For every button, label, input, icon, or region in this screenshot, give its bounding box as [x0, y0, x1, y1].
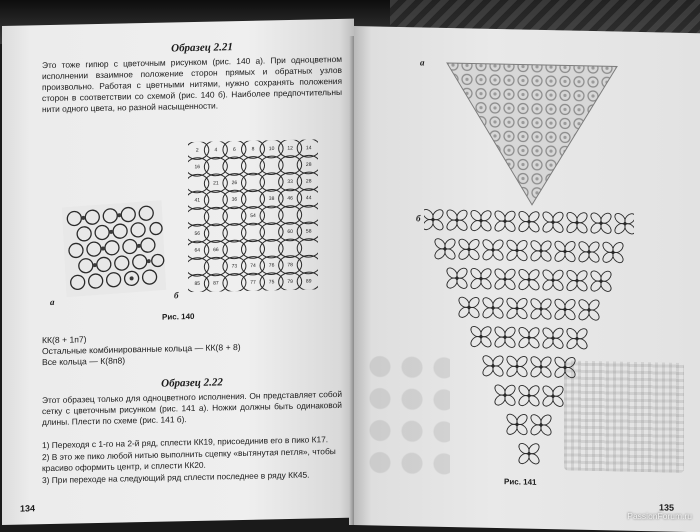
ring-outline	[241, 190, 264, 209]
ring-outline	[297, 205, 318, 224]
ring-number: 54	[250, 213, 256, 220]
ring-number: 58	[305, 228, 312, 235]
right-page	[354, 26, 700, 532]
ring-outline	[297, 255, 318, 274]
step-item: 3) При переходе на следующий ряд сплести последнее в ряду КК45.	[42, 469, 310, 486]
ring-scheme-140b	[188, 139, 318, 292]
ring-outline	[279, 206, 302, 225]
ring-number: 8	[251, 146, 255, 153]
shawl-photo-141a	[432, 58, 632, 212]
ring-number: 21	[213, 180, 219, 187]
figure-140-caption: Рис. 140	[162, 311, 195, 322]
ring-outline	[223, 273, 246, 292]
ring-outline	[223, 223, 246, 242]
ring-number: 44	[305, 195, 312, 202]
ring-outline	[223, 207, 246, 226]
ring-number: 78	[287, 262, 293, 269]
sample-2-22-heading: Образец 2.22	[161, 376, 223, 390]
ring-number: 89	[305, 278, 312, 285]
ring-number: 46	[287, 195, 293, 202]
sample-2-21-paragraph: Это тоже гипюр с цветочным рисунком (рис. 140 а). При одноцветном исполнении взаимное положение сторон прямых и обратных узлов произвольно. Работая с цветными нитями, нужно сохранять положения сторон в соответствии со схемой (рис. 140 б). Наиболее предпочтительны нити одного цвета, но разной насыщенности.	[42, 53, 342, 115]
ring-outline	[297, 239, 318, 258]
steps-list	[42, 434, 342, 487]
ring-outline	[241, 223, 264, 242]
formula-block	[42, 329, 342, 368]
ring-number: 6	[233, 146, 236, 153]
ring-outline	[188, 208, 209, 227]
page-number-right: 135	[659, 502, 675, 513]
ring-outline	[260, 173, 283, 192]
ring-number: 85	[194, 280, 201, 287]
ring-number: 28	[305, 161, 312, 168]
ring-outline	[260, 239, 283, 258]
ring-number: 77	[250, 279, 256, 286]
step-item: 1) Переходя с 1-го на 2-й ряд, сплести КК19, присоединив его в пико К17.	[42, 434, 329, 451]
ring-outline	[260, 206, 283, 225]
ring-outline	[223, 157, 246, 176]
open-book	[0, 26, 700, 525]
watermark: PassionForum.ru	[627, 511, 692, 521]
ring-outline	[204, 157, 227, 176]
shawl-scheme-141b	[424, 207, 634, 481]
ring-outline	[241, 240, 264, 259]
ring-number: 38	[268, 195, 275, 203]
figure-140-label-b: б	[174, 290, 179, 301]
ring-outline	[241, 156, 264, 175]
ring-outline	[204, 224, 227, 243]
formula-line-2: Остальные комбинированные кольца — КК(8 + 8)	[42, 342, 241, 357]
ring-outline	[223, 240, 246, 259]
ring-number: 12	[287, 145, 293, 152]
figure-140-label-a: а	[50, 296, 55, 307]
ring-number: 73	[231, 263, 238, 270]
ring-number: 41	[194, 197, 201, 204]
formula-line-3: Все кольца — К(8п8)	[42, 355, 126, 368]
page-number-left: 134	[20, 503, 36, 514]
ring-number: 75	[268, 279, 275, 286]
figure-141-caption: Рис. 141	[504, 477, 537, 487]
step-item: 2) В это же пико любой нитью выполнить сцепку «вытянутая петля», чтобы красиво оформить центр, и сплести КК20.	[42, 446, 336, 474]
formula-line-1: КК(8 + 1п7)	[42, 334, 87, 346]
ring-number: 79	[287, 278, 293, 286]
left-page	[2, 19, 354, 525]
ring-outline	[188, 258, 209, 277]
ring-outline	[279, 239, 302, 258]
ring-number: 2	[195, 147, 199, 154]
ring-number: 4	[214, 147, 218, 154]
ring-number: 76	[268, 262, 275, 269]
ring-outline	[279, 156, 302, 175]
ring-number: 74	[250, 263, 256, 270]
ring-outline	[204, 190, 227, 209]
figure-141-label-a: а	[420, 57, 425, 68]
ring-outline	[204, 257, 227, 276]
ring-number: 26	[231, 180, 238, 187]
ring-number: 56	[194, 230, 201, 237]
figure-141-label-b: б	[416, 213, 421, 224]
sample-2-21-heading: Образец 2.21	[171, 41, 233, 55]
ring-outline	[260, 156, 283, 175]
ring-outline	[204, 207, 227, 226]
ring-outline	[241, 173, 264, 192]
ring-outline	[188, 174, 209, 193]
ring-number: 16	[194, 164, 201, 171]
ring-number: 10	[268, 145, 275, 153]
ring-outline	[260, 223, 283, 242]
ring-number: 36	[231, 196, 238, 203]
ring-number: 28	[305, 178, 312, 185]
ring-number: 66	[213, 247, 219, 254]
ring-number: 87	[213, 280, 219, 287]
ring-number: 14	[305, 145, 312, 152]
ring-number: 33	[287, 178, 293, 186]
lace-photo-140a	[62, 200, 167, 297]
sample-2-22-paragraph: Этот образец только для одноцветного исполнения. Он представляет собой сетку с цветочным рисунком (рис. 141 а). Ножки должны быть одинаковой длины. Плести по схеме (рис. 141 б).	[42, 388, 342, 428]
ring-number: 60	[287, 228, 293, 236]
ring-number: 64	[194, 247, 201, 254]
